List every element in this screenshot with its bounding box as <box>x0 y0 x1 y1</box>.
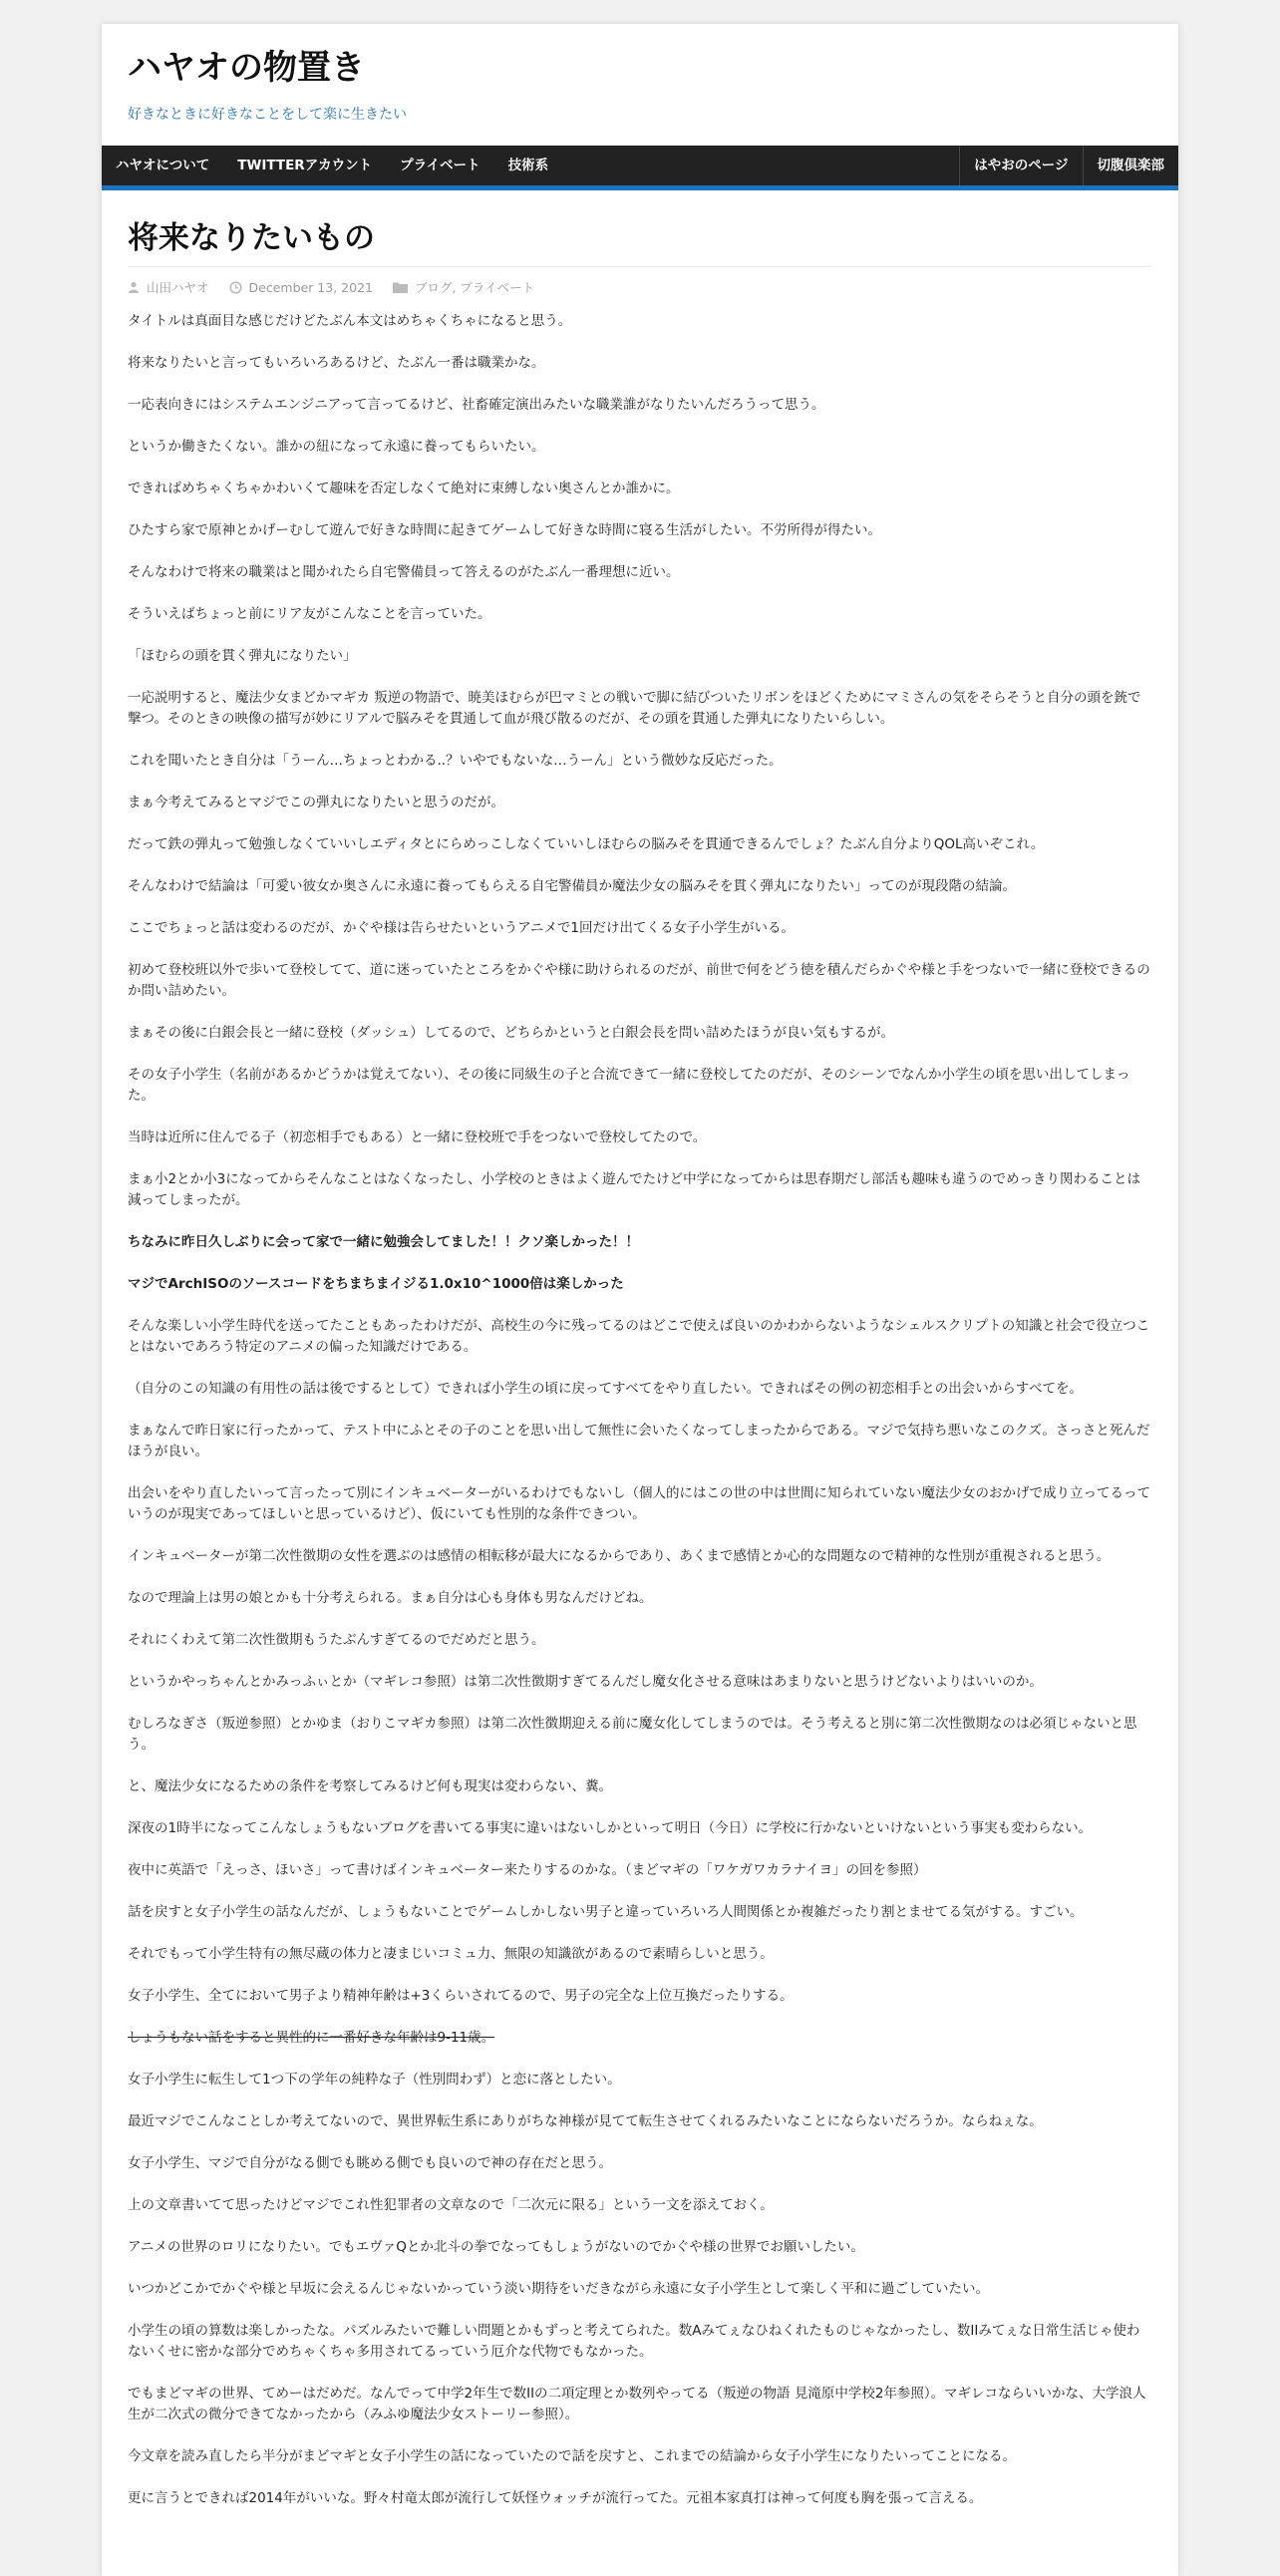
post-paragraph: 初めて登校班以外で歩いて登校してて、道に迷っていたところをかぐや様に助けられるのだが、前世で何をどう徳を積んだらかぐや様と手をつないで一緒に登校できるのか問い詰めたい。 <box>128 962 1150 999</box>
nav-item-private[interactable]: プライベート <box>400 158 480 173</box>
post-paragraph: そういえばちょっと前にリア友がこんなことを言っていた。 <box>128 606 491 622</box>
post-meta <box>128 277 1152 297</box>
nav-item-twitter[interactable]: TWITTERアカウント <box>237 158 373 173</box>
post-paragraph: 小学生の頃の算数は楽しかったな。パズルみたいで難しい問題とかもずっと考えてられた。数Aみてぇなひねくれたものじゃなかったし、数IIみてぇな日常生活じゃ使わないくせに密かな部分でめちゃくちゃ多用されてるっていう厄介な代物でもなかった。 <box>128 2323 1140 2360</box>
post-paragraph: 最近マジでこんなことしか考えてないので、異世界転生系にありがちな神様が見てて転生させてくれるみたいなことにならないだろうか。ならねぇな。 <box>128 2113 1043 2129</box>
post-paragraph: 女子小学生、マジで自分がなる側でも眺める側でも良いので神の存在だと思う。 <box>128 2155 612 2171</box>
post-paragraph: アニメの世界のロリになりたい。でもエヴァQとか北斗の拳でなってもしょうがないのでかぐや様の世界でお願いしたい。 <box>128 2239 864 2255</box>
post-paragraph: ここでちょっと話は変わるのだが、かぐや様は告らせたいというアニメで1回だけ出てくる女子小学生がいる。 <box>128 920 796 936</box>
post-paragraph: 上の文章書いてて思ったけどマジでこれ性犯罪者の文章なので「二次元に限る」という一文を添えておく。 <box>128 2197 774 2213</box>
post-author <box>128 278 209 296</box>
post-paragraph: しょうもない話をすると異性的に一番好きな年齢は9-11歳。 <box>128 2030 495 2046</box>
site-title[interactable]: ハヤオの物置き <box>128 48 365 88</box>
post-paragraph: まぁその後に白銀会長と一緒に登校（ダッシュ）してるので、どちらかというと白銀会長を問い詰めたほうが良い気もするが。 <box>128 1025 894 1041</box>
main-navigation <box>102 146 1178 190</box>
post-paragraph: 深夜の1時半になってこんなしょうもないブログを書いてる事実に違いはないしかといって明日（今日）に学校に行かないといけないという事実も変わらない。 <box>128 1820 1093 1836</box>
post <box>128 218 1152 2509</box>
post-paragraph: （自分のこの知識の有用性の話は後でするとして）できれば小学生の頃に戻ってすべてをやり直したい。できればその例の初恋相手との出会いからすべてを。 <box>128 1381 1083 1397</box>
clock-icon <box>229 281 242 294</box>
post-paragraph: いつかどこかでかぐや様と早坂に会えるんじゃないかっていう淡い期待をいだきながら永遠に女子小学生として楽しく平和に過ごしていたい。 <box>128 2281 989 2297</box>
post-body <box>128 311 1152 2509</box>
post-paragraph: 更に言うとできれば2014年がいいな。野々村竜太郎が流行して妖怪ウォッチが流行ってた。元祖本家真打は神って何度も胸を張って言える。 <box>128 2490 983 2506</box>
post-paragraph: ひたすら家で原神とかげーむして遊んで好きな時間に起きてゲームして好きな時間に寝る生活がしたい。不労所得が得たい。 <box>128 522 881 538</box>
post-paragraph: というか働きたくない。誰かの紐になって永遠に養ってもらいたい。 <box>128 439 545 455</box>
post-paragraph: そんなわけで将来の職業はと聞かれたら自宅警備員って答えるのがたぶん一番理想に近い。 <box>128 564 680 580</box>
nav-left <box>102 146 562 185</box>
post-paragraph: ちなみに昨日久しぶりに会って家で一緒に勉強会してました！！クソ楽しかった！！ <box>128 1234 639 1250</box>
main-content <box>102 190 1178 2509</box>
post-paragraph: まぁなんで昨日家に行ったかって、テスト中にふとその子のことを思い出して無性に会いたくなってしまったからである。マジで気持ち悪いなこのクズ。さっさと死んだほうが良い。 <box>128 1423 1150 1459</box>
post-paragraph: と、魔法少女になるための条件を考察してみるけど何も現実は変わらない、糞。 <box>128 1778 612 1794</box>
post-paragraph: マジでArchISOのソースコードをちまちまイジる1.0x10^1000倍は楽しかった <box>128 1276 624 1292</box>
post-paragraph: 出会いをやり直したいって言ったって別にインキュベーターがいるわけでもないし（個人的にはこの世の中は世間に知られていない魔法少女のおかげで成り立ってるっていうのが現実であってほしいと思っているけど）、仮にいても性別的な条件できつい。 <box>128 1485 1150 1522</box>
post-paragraph: 「ほむらの頭を貫く弾丸になりたい」 <box>128 648 357 664</box>
nav-item-tech[interactable]: 技術系 <box>507 158 549 173</box>
post-paragraph: 一応説明すると、魔法少女まどかマギカ 叛逆の物語で、暁美ほむらが巴マミとの戦いで脚に結びついたリボンをほどくためにマミさんの気をそらそうと自分の頭を銃で撃つ。そのときの映像の描写が妙にリアルで脳みそを貫通して血が飛び散るのだが、その頭を貫通した弾丸になりたいらしい。 <box>128 690 1141 727</box>
nav-right <box>959 146 1178 185</box>
post-paragraph: まぁ今考えてみるとマジでこの弾丸になりたいと思うのだが。 <box>128 795 504 810</box>
post-paragraph: 将来なりたいと言ってもいろいろあるけど、たぶん一番は職業かな。 <box>128 355 545 371</box>
nav-item-about[interactable]: ハヤオについて <box>116 158 210 173</box>
folder-icon <box>393 281 408 293</box>
post-paragraph: その女子小学生（名前があるかどうかは覚えてない）、その後に同級生の子と合流できて一緒に登校してたのだが、そのシーンでなんか小学生の頃を思い出してしまった。 <box>128 1067 1130 1104</box>
user-icon <box>128 281 140 293</box>
post-paragraph: 女子小学生、全てにおいて男子より精神年齢は+3くらいされてるので、男子の完全な上位互換だったりする。 <box>128 1988 794 2004</box>
post-paragraph: 一応表向きにはシステムエンジニアって言ってるけど、社畜確定演出みたいな職業誰がなりたいんだろうって思う。 <box>128 397 825 413</box>
post-paragraph: だって鉄の弾丸って勉強しなくていいしエディタとにらめっこしなくていいしほむらの脳みそを貫通できるんでしょ？たぶん自分よりQOL高いぞこれ。 <box>128 836 1045 852</box>
post-paragraph: タイトルは真面目な感じだけどたぶん本文はめちゃくちゃになると思う。 <box>128 313 572 329</box>
author-link[interactable]: 山田ハヤオ <box>147 280 209 295</box>
post-paragraph: 今文章を読み直したら半分がまどマギと女子小学生の話になっていたので話を戻すと、これまでの結論から女子小学生になりたいってことになる。 <box>128 2448 1016 2464</box>
post-paragraph: 夜中に英語で「えっさ、ほいさ」って書けばインキュベーター来たりするのかな。（まどマギの「ワケガワカラナイヨ」の回を参照） <box>128 1862 927 1878</box>
post-paragraph: なので理論上は男の娘とかも十分考えられる。まぁ自分は心も身体も男なんだけどね。 <box>128 1590 653 1606</box>
post-paragraph: それでもって小学生特有の無尽蔵の体力と凄まじいコミュ力、無限の知識欲があるので素晴らしいと思う。 <box>128 1946 774 1962</box>
post-date <box>229 280 373 295</box>
category-links[interactable]: ブログ, プライベート <box>414 280 535 295</box>
post-paragraph: できればめちゃくちゃかわいくて趣味を否定しなくて絶対に束縛しない奥さんとか誰かに。 <box>128 481 680 496</box>
post-paragraph: 当時は近所に住んでる子（初恋相手でもある）と一緒に登校班で手をつないで登校してたので。 <box>128 1129 707 1145</box>
nav-item-hayao-page[interactable]: はやおのページ <box>959 146 1082 185</box>
site-tagline: 好きなときに好きなことをして楽に生きたい <box>128 107 407 123</box>
post-paragraph: まぁ小2とか小3になってからそんなことはなくなったし、小学校のときはよく遊んでたけど中学になってからは思春期だし部活も趣味も違うのでめっきり関わることは減ってしまったが。 <box>128 1171 1141 1208</box>
post-paragraph: むしろなぎさ（叛逆参照）とかゆま（おりこマギカ参照）は第二次性徴期迎える前に魔女化してしまうのでは。そう考えると別に第二次性徴期なのは必須じゃないと思う。 <box>128 1716 1137 1753</box>
date-link[interactable]: December 13, 2021 <box>248 279 373 295</box>
post-paragraph: これを聞いたとき自分は「うーん…ちょっとわかる..？いやでもないな…うーん」という微妙な反応だった。 <box>128 753 783 769</box>
page-wrapper <box>102 24 1178 2576</box>
post-paragraph: 女子小学生に転生して1つ下の学年の純粋な子（性別問わず）と恋に落としたい。 <box>128 2072 621 2088</box>
post-paragraph: そんなわけで結論は「可愛い彼女か奥さんに永遠に養ってもらえる自宅警備員か魔法少女の脳みそを貫く弾丸になりたい」ってのが現段階の結論。 <box>128 878 1016 894</box>
post-paragraph: それにくわえて第二次性徴期もうたぶんすぎてるのでだめだと思う。 <box>128 1632 545 1648</box>
nav-item-seppuku-club[interactable]: 切腹倶楽部 <box>1083 146 1179 185</box>
post-paragraph: インキュベーターが第二次性徴期の女性を選ぶのは感情の相転移が最大になるからであり、あくまで感情とか心的な問題なので精神的な性別が重視されると思う。 <box>128 1548 1111 1564</box>
post-categories <box>393 278 534 296</box>
post-paragraph: というかやっちゃんとかみっふぃとか（マギレコ参照）は第二次性徴期すぎてるんだし魔女化させる意味はあまりないと思うけどないよりはいいのか。 <box>128 1674 1043 1690</box>
post-title: 将来なりたいもの <box>128 218 1152 267</box>
post-paragraph: 話を戻すと女子小学生の話なんだが、しょうもないことでゲームしかしない男子と違っていろいろ人間関係とか複雑だったり割とませてる気がする。すごい。 <box>128 1904 1084 1920</box>
post-paragraph: でもまどマギの世界、てめーはだめだ。なんでって中学2年生で数IIの二項定理とか数列やってる（叛逆の物語 見滝原中学校2年参照）。マギレコならいいかな、大学浪人生が二次式の微分できてなかったから（みふゆ魔法少女ストーリー参照）。 <box>128 2386 1146 2422</box>
site-header <box>102 24 1178 146</box>
post-paragraph: そんな楽しい小学生時代を送ってたこともあったわけだが、高校生の今に残ってるのはどこで使えば良いのかわからないようなシェルスクリプトの知識と社会で役立つことはないであろう特定のアニメの偏った知識だけである。 <box>128 1318 1150 1355</box>
